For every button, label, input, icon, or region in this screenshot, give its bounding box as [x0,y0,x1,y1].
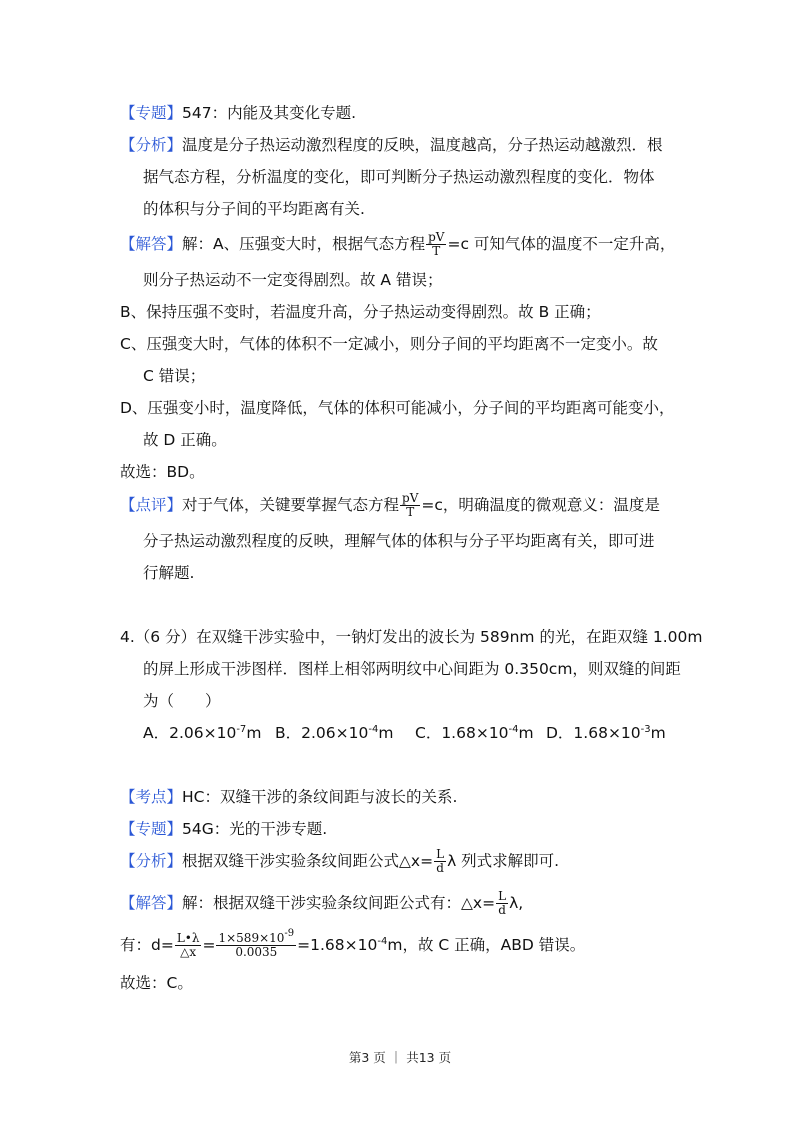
knowledge-point-tag: 【考点】 [120,788,183,806]
option-b-unit: m [378,724,394,742]
calc-equals: = [202,936,216,954]
option-d-exponent: -3 [640,724,651,735]
fraction-numerator: pV [428,230,445,244]
topic-line [120,101,356,125]
comment-tag: 【点评】 [120,496,183,514]
option-c-exponent: -4 [508,724,519,735]
calc-prefix: 有：d= [120,936,174,954]
analysis-line-2: 据气态方程，分析温度的变化，即可判断分子热运动激烈程度的变化．物体 [143,168,655,186]
solution-tag-q4: 【解答】 [120,894,183,912]
fraction-denominator: T [406,505,415,519]
option-d-analysis-1: D、压强变小时，温度降低，气体的体积可能减小，分子间的平均距离可能变小， [120,399,675,417]
analysis-tag: 【分析】 [120,136,183,154]
topic-tag-2: 【专题】 [120,820,183,838]
analysis-tag-q4: 【分析】 [120,852,183,870]
answer-line: 故选：BD。 [120,463,205,481]
analysis-q4-post: λ 列式求解即可. [447,852,560,870]
fraction-denominator: △x [180,945,197,959]
option-b-label: B．2.06×10 [275,724,369,742]
topic-text: 547：内能及其变化专题. [182,104,357,122]
fraction-denominator: T [432,244,441,258]
question-4-line-1: 4.（6 分）在双缝干涉实验中，一钠灯发出的波长为 589nm 的光，在距双缝 1.00m [120,628,703,646]
fraction-numerator: pV [402,491,419,505]
page-footer: 第3 页 ｜ 共13 页 [348,1050,452,1065]
option-d-label: D．1.68×10 [546,724,641,742]
comment-text-pre: 对于气体，关键要掌握气态方程 [182,496,400,514]
fraction-numerator: L•λ [176,931,200,945]
calc-result-exponent: -4 [377,936,388,947]
calc-conclusion: m，故 C 正确，ABD 错误。 [387,936,586,954]
comment-text-post: =c，明确温度的微观意义：温度是 [421,496,660,514]
option-d-unit: m [650,724,666,742]
fringe-spacing-fraction [434,848,446,875]
solution-text-pre: 解：A、压强变大时，根据气态方程 [182,235,426,253]
topic-tag: 【专题】 [120,104,183,122]
fraction-denominator: 0.0035 [235,945,278,959]
option-a [143,721,261,745]
option-c [415,721,534,745]
calc-result: =1.68×10 [297,936,378,954]
option-d-analysis-2: 故 D 正确。 [143,431,227,449]
fraction-denominator: d [498,903,506,917]
analysis-q4-pre: 根据双缝干涉实验条纹间距公式△x= [182,852,434,870]
solution-q4-post: λ, [509,894,524,912]
question-4-line-2: 的屏上形成干涉图样．图样上相邻两明纹中心间距为 0.350cm，则双缝的间距 [143,660,681,678]
fraction-numerator: L [498,889,507,903]
solution-tag: 【解答】 [120,235,183,253]
fraction-numerator: L [436,847,445,861]
option-d [546,721,666,745]
option-c-analysis-1: C、压强变大时，气体的体积不一定减小，则分子间的平均距离不一定变小。故 [120,335,658,353]
option-b-analysis: B、保持压强不变时，若温度升高，分子热运动变得剧烈。故 B 正确； [120,303,601,321]
fringe-spacing-fraction-2 [496,890,508,917]
option-b-exponent: -4 [368,724,379,735]
fraction-denominator: d [436,861,444,875]
calculation-line [120,930,585,960]
analysis-line-3: 的体积与分子间的平均距离有关. [143,200,365,218]
analysis-line-q4 [120,846,559,876]
solution-q4-pre: 解：根据双缝干涉实验条纹间距公式有：△x= [182,894,496,912]
topic-line-2 [120,817,327,841]
answer-line-q4: 故选：C。 [120,974,193,992]
gas-equation-fraction-2 [400,492,420,519]
solution-line-1 [120,229,675,259]
solution-text-post: =c 可知气体的温度不一定升高， [447,235,676,253]
knowledge-point-line [120,785,457,809]
solution-line-2: 则分子热运动不一定变得剧烈。故 A 错误； [143,271,443,289]
option-a-label: A．2.06×10 [143,724,237,742]
topic-text-2: 54G：光的干涉专题. [182,820,328,838]
analysis-line-1 [120,133,663,157]
solution-line-q4 [120,888,523,918]
option-c-analysis-2: C 错误； [143,367,206,385]
comment-line-2: 分子热运动激烈程度的反映，理解气体的体积与分子平均距离有关，即可进 [143,532,655,550]
option-a-unit: m [246,724,262,742]
analysis-text-1: 温度是分子热运动激烈程度的反映，温度越高，分子热运动越激烈．根 [182,136,663,154]
comment-line-1 [120,490,660,520]
fraction-numerator-exponent: -9 [284,928,295,939]
comment-line-3: 行解题. [143,564,195,582]
option-a-exponent: -7 [236,724,247,735]
calc-fraction-2 [216,928,296,959]
option-c-unit: m [518,724,534,742]
fraction-numerator [216,928,296,946]
option-b [275,721,393,745]
knowledge-point-text: HC：双缝干涉的条纹间距与波长的关系. [182,788,458,806]
question-4-line-3: 为（ ） [143,692,221,710]
calc-fraction-1 [175,932,202,959]
gas-equation-fraction [426,231,446,258]
option-c-label: C．1.68×10 [415,724,509,742]
fraction-numerator-base: 1×589×10 [218,931,285,945]
